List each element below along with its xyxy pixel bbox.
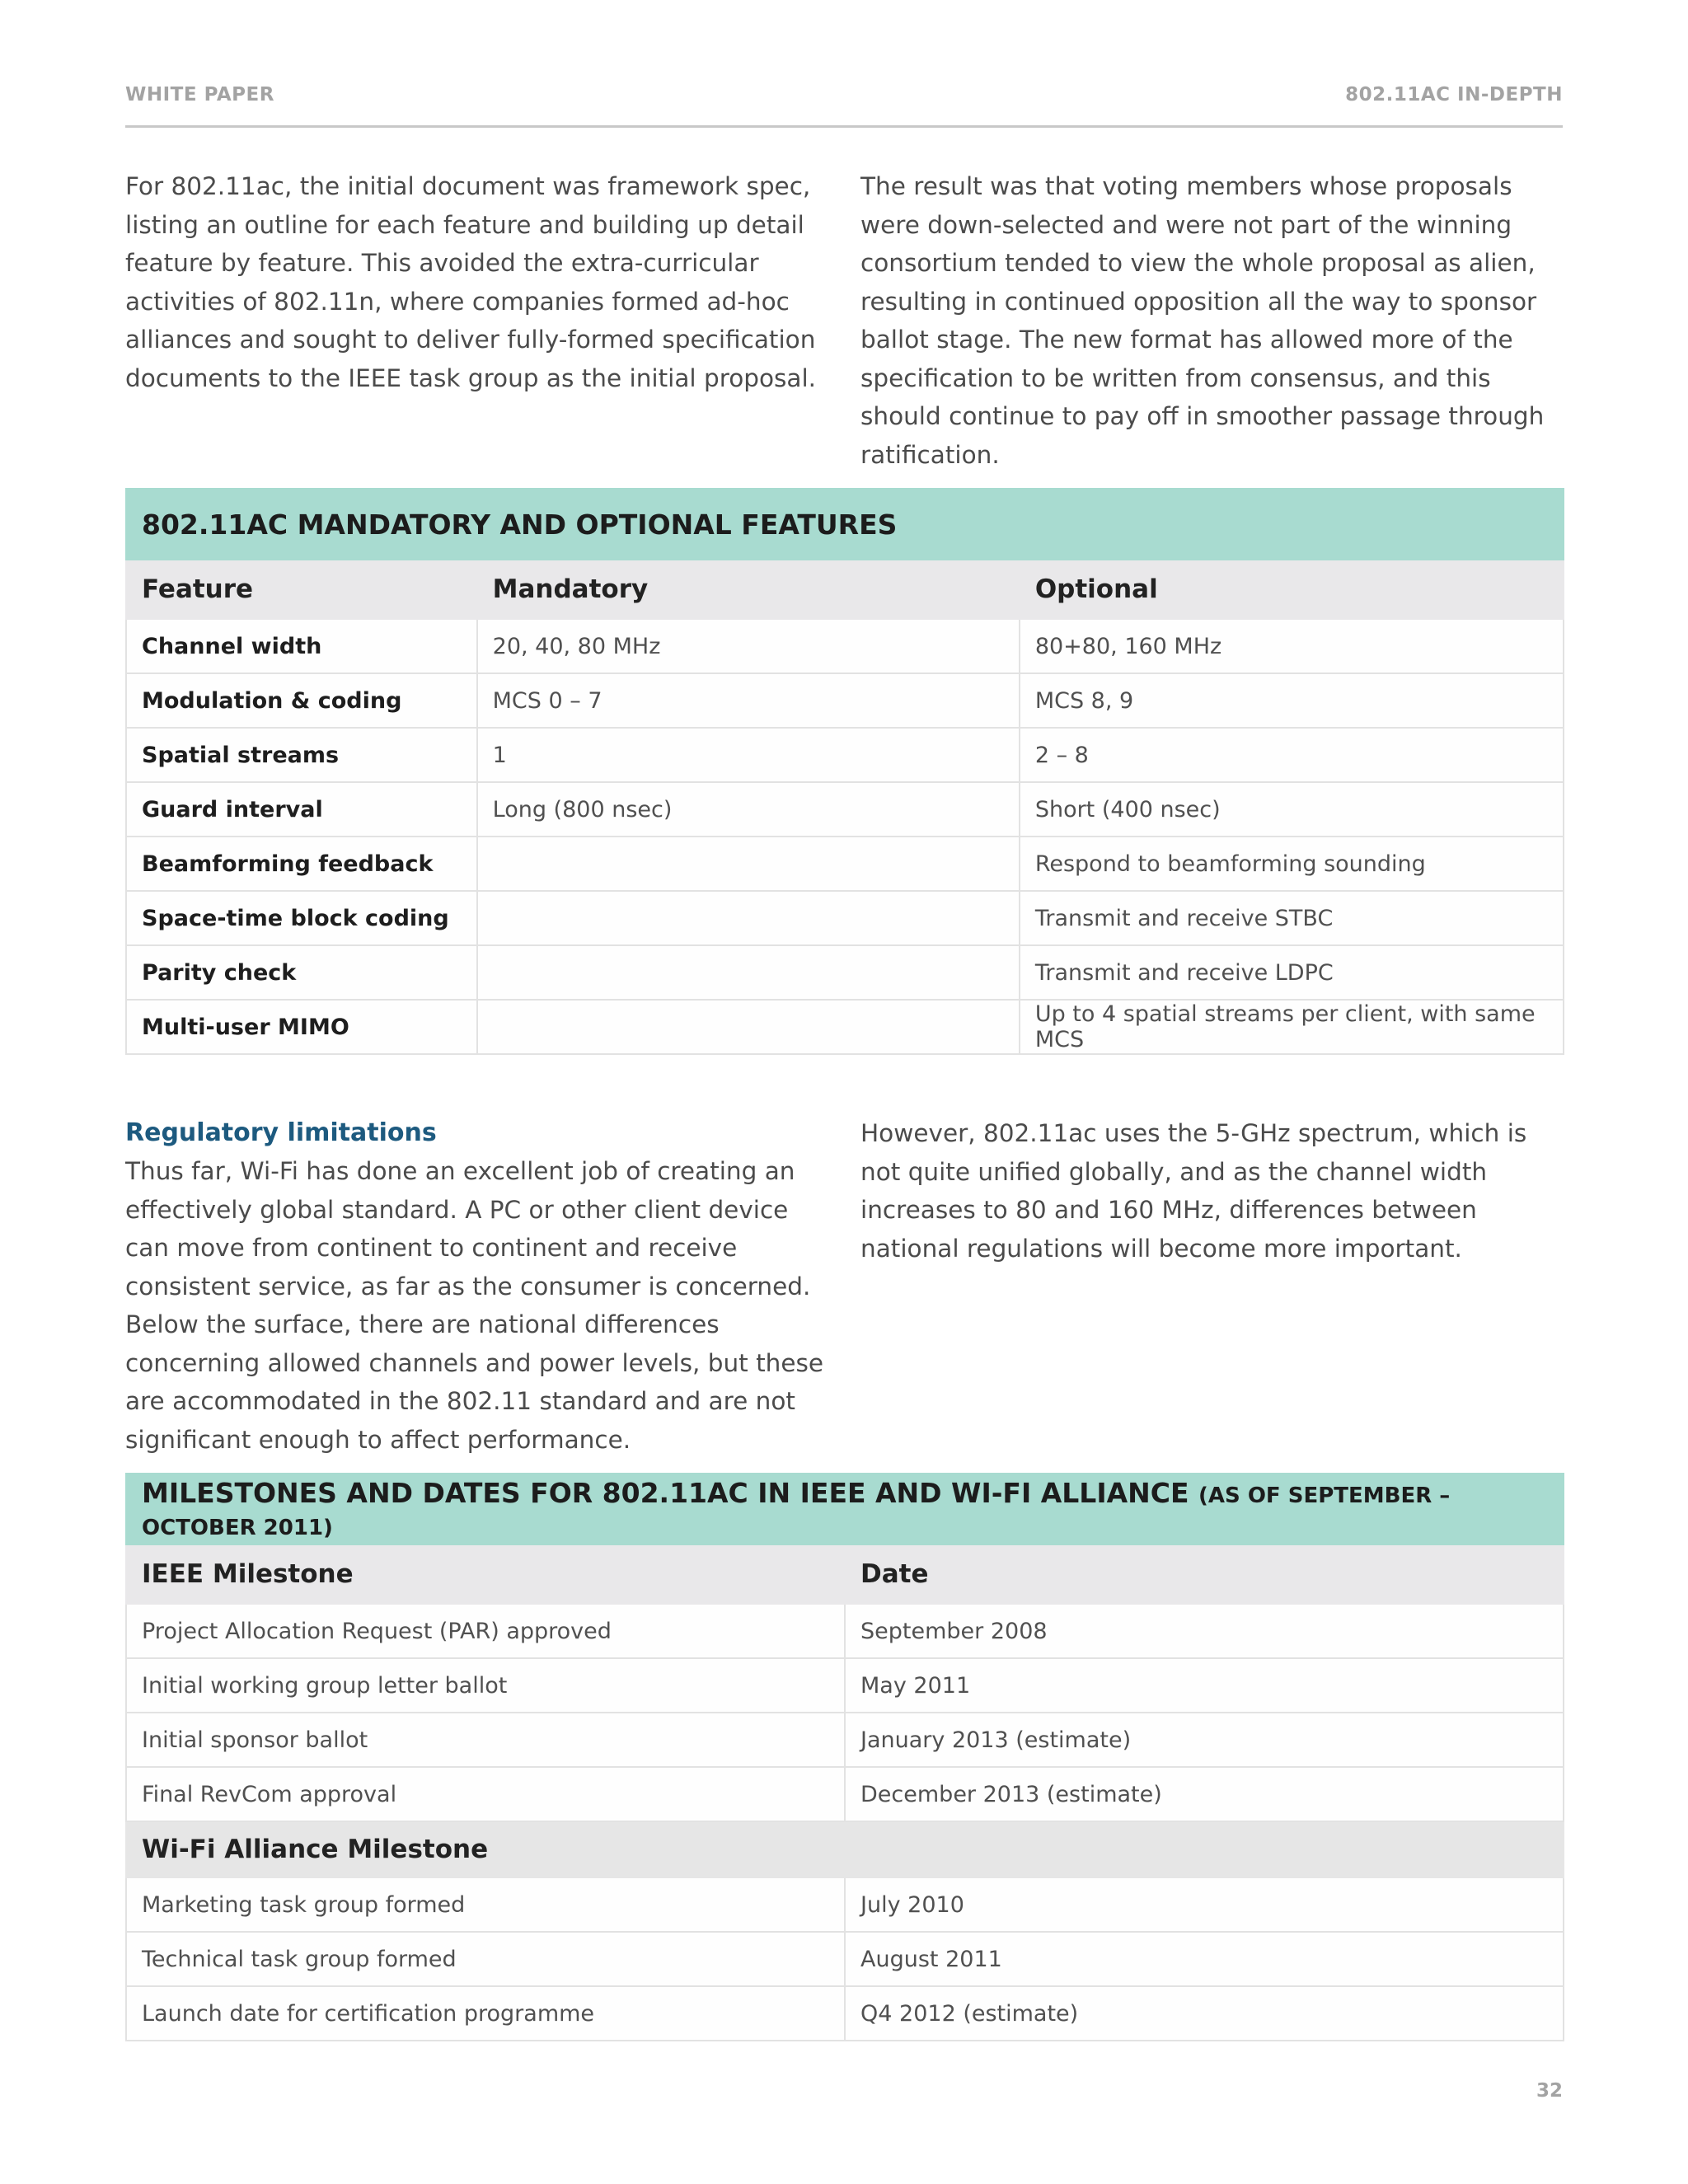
date-cell: Q4 2012 (estimate)	[845, 1986, 1564, 2041]
regulatory-right-paragraph: However, 802.11ac uses the 5-GHz spectrum, which is not quite unified globally, and as the channel width increases to 80 and 160 MHz, differences between national regulations will become more important.	[860, 1119, 1527, 1263]
table-row	[126, 1000, 1564, 1054]
milestone-cell: Marketing task group formed	[126, 1877, 845, 1932]
milestones-table-title-row	[126, 1474, 1564, 1544]
milestones-table-title-cell	[126, 1474, 1564, 1544]
feature-cell: Beamforming feedback	[126, 837, 477, 891]
column-header-optional: Optional	[1020, 560, 1564, 619]
mandatory-cell	[477, 837, 1020, 891]
table-row	[126, 1604, 1564, 1658]
optional-cell: Respond to beamforming sounding	[1020, 837, 1564, 891]
table-row	[126, 1986, 1564, 2041]
table-row	[126, 1932, 1564, 1986]
optional-cell: Up to 4 spatial streams per client, with same MCS	[1020, 1000, 1564, 1054]
milestone-cell: Initial working group letter ballot	[126, 1658, 845, 1713]
milestone-cell: Technical task group formed	[126, 1932, 845, 1986]
table-row	[126, 782, 1564, 837]
date-cell: January 2013 (estimate)	[845, 1713, 1564, 1767]
column-header-feature: Feature	[126, 560, 477, 619]
milestone-cell: Final RevCom approval	[126, 1767, 845, 1821]
milestone-cell: Project Allocation Request (PAR) approved	[126, 1604, 845, 1658]
regulatory-heading: Regulatory limitations	[125, 1118, 437, 1147]
table-row	[126, 1767, 1564, 1821]
features-table-title: 802.11AC MANDATORY AND OPTIONAL FEATURES	[126, 489, 1564, 560]
wfa-subheader-row	[126, 1821, 1564, 1877]
table-row	[126, 1877, 1564, 1932]
table-row	[126, 619, 1564, 673]
optional-cell: Short (400 nsec)	[1020, 782, 1564, 837]
page-header	[125, 84, 1563, 128]
mandatory-cell: Long (800 nsec)	[477, 782, 1020, 837]
mandatory-cell	[477, 945, 1020, 1000]
column-header-mandatory: Mandatory	[477, 560, 1020, 619]
mandatory-cell: MCS 0 – 7	[477, 673, 1020, 728]
intro-right-paragraph: The result was that voting members whose proposals were down-selected and were not part of the winning consortium tended to view the whole proposal as alien, resulting in continued opposition all the way to sponsor ballot stage. The new format has allowed more of the specification to be written from consensus, and this should continue to pay off in smoother passage through ratification.	[860, 172, 1545, 469]
mandatory-cell: 1	[477, 728, 1020, 782]
optional-cell: MCS 8, 9	[1020, 673, 1564, 728]
feature-cell: Guard interval	[126, 782, 477, 837]
header-right-label: 802.11AC IN-DEPTH	[1345, 84, 1563, 105]
intro-right-column	[860, 167, 1563, 474]
milestone-cell: Initial sponsor ballot	[126, 1713, 845, 1767]
date-cell: December 2013 (estimate)	[845, 1767, 1564, 1821]
table-row	[126, 891, 1564, 945]
features-table	[125, 488, 1564, 1055]
feature-cell: Parity check	[126, 945, 477, 1000]
table-row	[126, 837, 1564, 891]
column-header-date: Date	[845, 1544, 1564, 1604]
regulatory-right-column	[860, 1114, 1563, 1268]
header-left-label: WHITE PAPER	[125, 84, 274, 105]
mandatory-cell	[477, 1000, 1020, 1054]
date-cell: August 2011	[845, 1932, 1564, 1986]
intro-left-paragraph: For 802.11ac, the initial document was framework spec, listing an outline for each feature and building up detail feature by feature. This avoided the extra-curricular activities of 802.11n, where companies formed ad-hoc alliances and sought to deliver fully-formed specification documents to the IEEE task group as the initial proposal.	[125, 172, 817, 392]
optional-cell: Transmit and receive LDPC	[1020, 945, 1564, 1000]
table-row	[126, 1658, 1564, 1713]
milestones-table-title-note: (AS OF SEPTEMBER – OCTOBER 2011)	[142, 1483, 1451, 1540]
wfa-milestone-header: Wi-Fi Alliance Milestone	[126, 1821, 845, 1877]
feature-cell: Modulation & coding	[126, 673, 477, 728]
optional-cell: 2 – 8	[1020, 728, 1564, 782]
date-cell: July 2010	[845, 1877, 1564, 1932]
table-row	[126, 728, 1564, 782]
table-row	[126, 945, 1564, 1000]
features-table-title-row	[126, 489, 1564, 560]
feature-cell: Multi-user MIMO	[126, 1000, 477, 1054]
table-row	[126, 1713, 1564, 1767]
features-table-header-row	[126, 560, 1564, 619]
feature-cell: Channel width	[126, 619, 477, 673]
date-cell: May 2011	[845, 1658, 1564, 1713]
feature-cell: Spatial streams	[126, 728, 477, 782]
mandatory-cell	[477, 891, 1020, 945]
intro-left-column	[125, 167, 828, 397]
column-header-ieee-milestone: IEEE Milestone	[126, 1544, 845, 1604]
wfa-date-header-empty	[845, 1821, 1564, 1877]
mandatory-cell: 20, 40, 80 MHz	[477, 619, 1020, 673]
milestone-cell: Launch date for certification programme	[126, 1986, 845, 2041]
milestones-table	[125, 1473, 1564, 2041]
table-row	[126, 673, 1564, 728]
regulatory-left-column	[125, 1114, 828, 1459]
feature-cell: Space-time block coding	[126, 891, 477, 945]
optional-cell: 80+80, 160 MHz	[1020, 619, 1564, 673]
date-cell: September 2008	[845, 1604, 1564, 1658]
page-number: 32	[1536, 2080, 1563, 2102]
optional-cell: Transmit and receive STBC	[1020, 891, 1564, 945]
milestones-table-title: MILESTONES AND DATES FOR 802.11AC IN IEEE AND WI-FI ALLIANCE	[142, 1477, 1189, 1509]
regulatory-left-paragraph: Thus far, Wi-Fi has done an excellent job of creating an effectively global standard. A PC or other client device can move from continent to continent and receive consistent service, as far as the consumer is concerned. Below the surface, there are national differences concerning allowed channels and power levels, but these are accommodated in the 802.11 standard and are not significant enough to affect performance.	[125, 1157, 824, 1454]
milestones-table-header-row	[126, 1544, 1564, 1604]
